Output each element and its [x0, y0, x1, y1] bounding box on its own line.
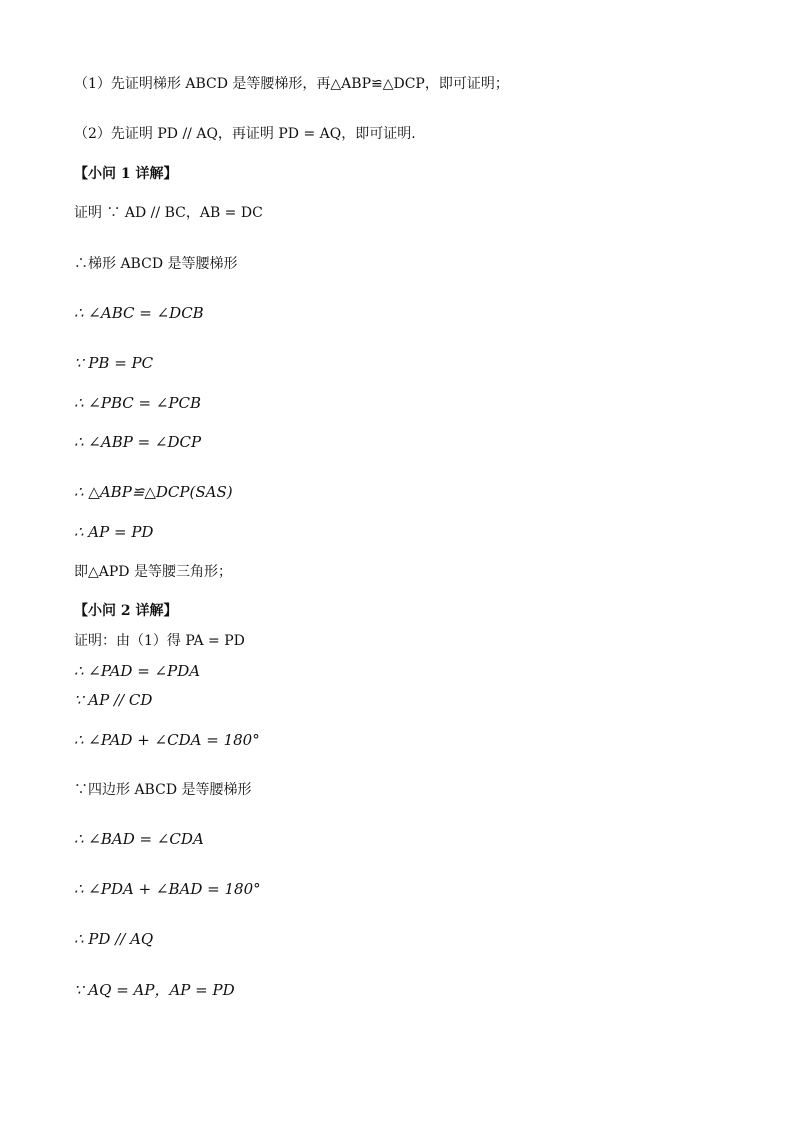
proof1-line-2: ∴梯形 ABCD 是等腰梯形: [74, 256, 238, 272]
proof2-line-3: ∵ AP // CD: [74, 691, 153, 709]
proof1-line-9: 即△APD 是等腰三角形；: [74, 564, 232, 580]
proof2-line-9: ∵ AQ = AP，AP = PD: [74, 981, 235, 999]
section-heading-1: 【小问 1 详解】: [74, 166, 178, 182]
proof2-line-6: ∴ ∠BAD = ∠CDA: [74, 830, 204, 848]
proof1-line-4: ∵ PB = PC: [74, 354, 154, 372]
proof1-line-3: ∴ ∠ABC = ∠DCB: [74, 304, 204, 322]
proof2-line-1: 证明：由（1）得 PA = PD: [74, 633, 245, 649]
section-heading-2: 【小问 2 详解】: [74, 603, 178, 619]
proof2-line-4: ∴ ∠PAD + ∠CDA = 180°: [74, 731, 260, 749]
proof2-line-2: ∴ ∠PAD = ∠PDA: [74, 662, 201, 680]
proof2-line-8: ∴ PD // AQ: [74, 930, 154, 948]
hint-line-2: （2）先证明 PD // AQ，再证明 PD = AQ，即可证明.: [74, 126, 416, 142]
proof2-line-7: ∴ ∠PDA + ∠BAD = 180°: [74, 880, 261, 898]
hint-line-1: （1）先证明梯形 ABCD 是等腰梯形，再△ABP≌△DCP，即可证明；: [74, 76, 509, 92]
proof1-line-7: ∴ △ABP≌△DCP(SAS): [74, 483, 233, 501]
proof1-line-6: ∴ ∠ABP = ∠DCP: [74, 433, 202, 451]
proof1-line-5: ∴ ∠PBC = ∠PCB: [74, 394, 202, 412]
proof2-line-5: ∵四边形 ABCD 是等腰梯形: [74, 782, 252, 798]
proof1-line-1: 证明 ∵ AD // BC，AB = DC: [74, 205, 263, 221]
proof1-line-8: ∴ AP = PD: [74, 523, 154, 541]
